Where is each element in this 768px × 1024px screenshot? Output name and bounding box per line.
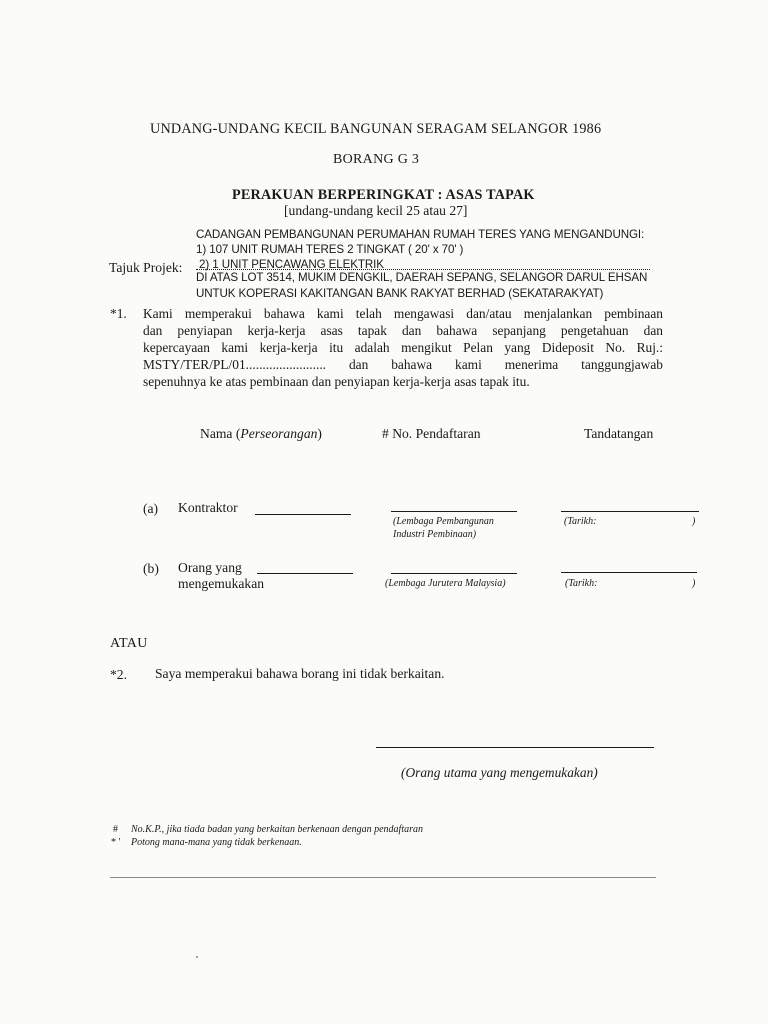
row-a-letter: (a) bbox=[143, 501, 159, 516]
form-reference: [undang-undang kecil 25 atau 27] bbox=[284, 203, 468, 218]
or-text: ATAU bbox=[110, 636, 148, 651]
law-title: UNDANG-UNDANG KECIL BANGUNAN SERAGAM SELANGOR 1986 bbox=[150, 121, 602, 137]
declaration-2-text: Saya memperakui bahawa borang ini tidak berkaitan. bbox=[155, 666, 445, 681]
declaration-1-text bbox=[143, 305, 663, 390]
row-a-label: Kontraktor bbox=[178, 500, 238, 515]
row-b-label: mengemukakan bbox=[178, 576, 265, 591]
footnote-text: No.K.P., jika tiada badan yang berkaitan berkenaan dengan pendaftaran bbox=[131, 824, 424, 835]
declaration-1-line: MSTY/TER/PL/01........................ dan bahawa kami menerima tanggungjawab bbox=[143, 357, 663, 372]
row-b-registration-line bbox=[391, 573, 517, 574]
project-title-label: Tajuk Projek: bbox=[109, 260, 183, 275]
row-b-label: Orang yang bbox=[178, 560, 242, 575]
project-title-line: UNTUK KOPERASI KAKITANGAN BANK RAKYAT BERHAD (SEKATARAKYAT) bbox=[196, 287, 604, 300]
form-number: BORANG G 3 bbox=[333, 152, 420, 167]
declaration-1-line: dan penyiapan kerja-kerja asas tapak dan bahawa sepanjang pengetahuan dan bbox=[143, 323, 663, 338]
row-b-letter: (b) bbox=[143, 561, 159, 576]
column-header-name-suffix: ) bbox=[317, 426, 322, 441]
project-title-line: 2) 1 UNIT PENCAWANG ELEKTRIK bbox=[199, 258, 384, 271]
row-a-date-close: ) bbox=[692, 516, 696, 527]
declaration-1-marker: *1. bbox=[110, 306, 127, 321]
principal-signature-line bbox=[376, 747, 654, 748]
form-title: PERAKUAN BERPERINGKAT : ASAS TAPAK bbox=[232, 187, 535, 203]
declaration-1-line: Kami memperakui bahawa kami telah mengawasi dan/atau menjalankan pembinaan bbox=[143, 306, 663, 321]
footnote-marker: * ' bbox=[111, 837, 121, 848]
row-a-registration-body: (Lembaga Pembangunan bbox=[393, 516, 494, 527]
row-a-signature-line bbox=[561, 511, 699, 512]
row-a-name-line bbox=[255, 514, 351, 515]
declaration-1-line: kepercayaan kami kerja-kerja itu adalah mengikut Pelan yang Dideposit No. Ruj.: bbox=[143, 340, 663, 355]
row-b-name-line bbox=[257, 573, 353, 574]
column-header-registration: # No. Pendaftaran bbox=[382, 426, 481, 441]
row-a-date-label: (Tarikh: bbox=[564, 516, 597, 527]
declaration-2-marker: *2. bbox=[110, 667, 127, 682]
column-header-name bbox=[200, 426, 322, 442]
project-title-line: 1) 107 UNIT RUMAH TERES 2 TINGKAT ( 20' x 70' ) bbox=[196, 243, 464, 256]
scan-speck bbox=[196, 956, 198, 958]
column-header-name-prefix: Nama ( bbox=[200, 426, 241, 441]
row-b-date-close: ) bbox=[692, 578, 696, 589]
project-title-dotted-line bbox=[196, 269, 650, 270]
row-a-registration-body: Industri Pembinaan) bbox=[393, 529, 477, 540]
principal-caption: (Orang utama yang mengemukakan) bbox=[401, 765, 598, 780]
project-title-line: CADANGAN PEMBANGUNAN PERUMAHAN RUMAH TERES YANG MENGANDUNGI: bbox=[196, 228, 645, 241]
column-header-signature: Tandatangan bbox=[584, 426, 654, 441]
column-header-name-italic: Perseorangan bbox=[240, 426, 318, 441]
footer-rule bbox=[110, 877, 656, 878]
footnote-text: Potong mana-mana yang tidak berkenaan. bbox=[131, 837, 302, 848]
row-a-registration-line bbox=[391, 511, 517, 512]
row-b-signature-line bbox=[561, 572, 697, 573]
declaration-1-line: sepenuhnya ke atas pembinaan dan penyiapan kerja-kerja asas tapak itu. bbox=[143, 374, 530, 389]
row-b-registration-body: (Lembaga Jurutera Malaysia) bbox=[385, 578, 506, 589]
footnote-marker: # bbox=[113, 824, 118, 835]
project-title-line: DI ATAS LOT 3514, MUKIM DENGKIL, DAERAH SEPANG, SELANGOR DARUL EHSAN bbox=[196, 271, 648, 284]
row-b-date-label: (Tarikh: bbox=[565, 578, 598, 589]
